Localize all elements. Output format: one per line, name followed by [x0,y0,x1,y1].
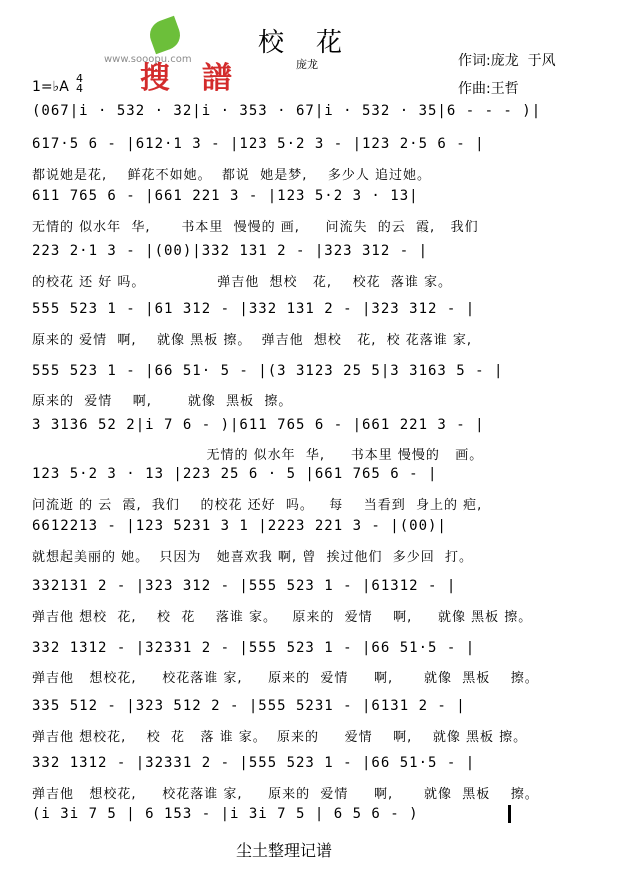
score-notes-row: 6612213 - |123 5231 3 1 |2223 221 3 - |(00)| [32,518,447,534]
score-notes-row: 617·5 6 - |612·1 3 - |123 5·2 3 - |123 2·5 6 - | [32,136,485,152]
lyrics-row: 原来的 爱情 啊, 就像 黑板 擦。 弹吉他 想校 花, 校 花落谁 家, [32,333,473,348]
time-sig-top: 4 [76,72,83,85]
lyrics-row: 弹吉他 想校 花, 校 花 落谁 家。 原来的 爱情 啊, 就像 黑板 擦。 [32,610,533,625]
lyrics-row: 原来的 爱情 啊, 就像 黑板 擦。 [32,394,293,409]
score-notes-row: 3 3136 52 2|i 7 6 - )|611 765 6 - |661 221 3 - | [32,417,485,433]
lyrics-row: 就想起美丽的 她。 只因为 她喜欢我 啊, 曾 挨过他们 多少回 打。 [32,550,473,565]
score-notes-row: 555 523 1 - |66 51· 5 - |(3 3123 25 5|3 3163 5 - | [32,363,504,379]
lyrics-row: 弹吉他 想校花, 校花落谁 家, 原来的 爱情 啊, 就像 黑板 擦。 [32,671,539,686]
score-notes-row: 332 1312 - |32331 2 - |555 523 1 - |66 51·5 - | [32,640,476,656]
score-notes-row: 335 512 - |323 512 2 - |555 5231 - |6131 2 - | [32,698,466,714]
score-notes-row: 611 765 6 - |661 221 3 - |123 5·2 3 · 13| [32,188,419,204]
arranger-credit: 尘土整理记谱 [236,841,333,860]
lyrics-row: 弹吉他 想校花, 校 花 落 谁 家。 原来的 爱情 啊, 就像 黑板 擦。 [32,730,528,745]
lyrics-row: 问流逝 的 云 霞, 我们 的校花 还好 吗。 每 当看到 身上的 疤, [32,498,483,513]
logo-text-pu: 譜 [201,61,234,96]
time-signature [76,74,83,94]
lyrics-row: 的校花 还 好 吗。 弹吉他 想校 花, 校花 落谁 家。 [32,275,452,290]
time-sig-bottom: 4 [76,82,83,95]
key-signature: 1=♭A [32,79,69,95]
final-barline [508,805,511,823]
song-title: 校花 [258,28,375,58]
score-notes-row: 332131 2 - |323 312 - |555 523 1 - |61312 - | [32,578,457,594]
lyrics-row: 弹吉他 想校花, 校花落谁 家, 原来的 爱情 啊, 就像 黑板 擦。 [32,787,539,802]
singer: 庞龙 [296,58,318,71]
lyricist: 作词:庞龙 于风 [458,53,556,69]
lyrics-row: 无情的 似水年 华, 书本里 慢慢的 画。 [32,448,484,463]
score-notes-row: (i 3i 7 5 | 6 153 - |i 3i 7 5 | 6 5 6 - ) [32,806,419,822]
score-notes-row: 223 2·1 3 - |(00)|332 131 2 - |323 312 - | [32,243,429,259]
composer: 作曲:王哲 [458,81,519,97]
logo-text-sou: 搜 [139,61,172,96]
score-notes-row: 555 523 1 - |61 312 - |332 131 2 - |323 312 - | [32,301,476,317]
site-url: www.sooopu.com [104,54,192,65]
lyrics-row: 无情的 似水年 华, 书本里 慢慢的 画, 问流失 的云 霞, 我们 [32,220,479,235]
score-notes-row: 123 5·2 3 · 13 |223 25 6 · 5 |661 765 6 - | [32,466,438,482]
score-notes-row: (067|i · 532 · 32|i · 353 · 67|i · 532 · 35|6 - - - )| [32,103,542,119]
score-notes-row: 332 1312 - |32331 2 - |555 523 1 - |66 51·5 - | [32,755,476,771]
lyrics-row: 都说她是花, 鲜花不如她。 都说 她是梦, 多少人 追过她。 [32,168,431,183]
